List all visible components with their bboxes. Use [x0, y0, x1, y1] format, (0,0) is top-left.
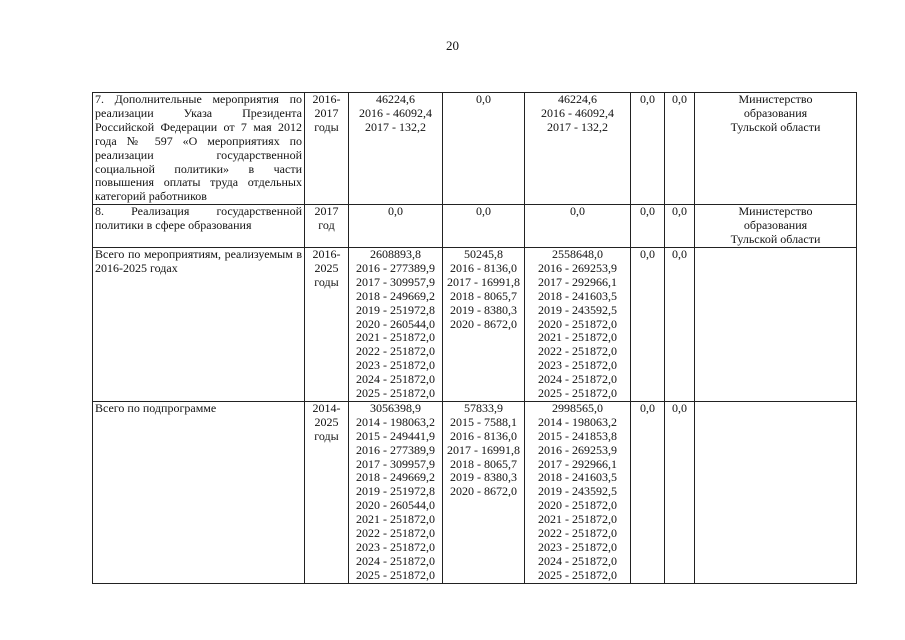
col6-value-cell: 0,0 — [631, 205, 665, 248]
col7-value-cell: 0,0 — [665, 401, 695, 583]
funding-line: 2017 - 132,2 — [547, 119, 608, 134]
executor-cell — [695, 205, 857, 248]
funding-line: 2020 - 260544,0 — [356, 316, 435, 331]
term-line: 2017 — [314, 204, 339, 219]
col6-value-cell: 0,0 — [631, 247, 665, 401]
funding-line: 2015 - 7588,1 — [450, 414, 517, 429]
funding-line: 2014 - 198063,2 — [356, 414, 435, 429]
funding-line: 2022 - 251872,0 — [356, 344, 435, 359]
funding-line: 2021 - 251872,0 — [356, 330, 435, 345]
term-line: 2016- — [312, 247, 341, 261]
term-cell — [305, 205, 349, 248]
funding-line: 2016 - 46092,4 — [359, 105, 432, 120]
measure-name-cell: 8. Реализация государственной политики в сфере образования — [93, 205, 305, 248]
funding-line: 2017 - 292966,1 — [538, 274, 617, 289]
term-line: 2025 — [314, 260, 339, 275]
funding-line: 2025 - 251872,0 — [356, 567, 435, 582]
funding-line: 3056398,9 — [370, 401, 421, 415]
table-row-measure-7 — [93, 93, 857, 205]
col6-value-cell: 0,0 — [631, 93, 665, 205]
term-line: 2017 — [314, 105, 339, 120]
total-funding-cell — [349, 205, 443, 248]
federal-funding-cell — [443, 401, 525, 583]
funding-line: 2021 - 251872,0 — [538, 330, 617, 345]
executor-cell — [695, 247, 857, 401]
funding-line: 2014 - 198063,2 — [538, 414, 617, 429]
funding-line: 2018 - 8065,7 — [450, 456, 517, 471]
funding-line: 2020 - 8672,0 — [450, 484, 517, 499]
funding-line: 2022 - 251872,0 — [538, 526, 617, 541]
executor-cell — [695, 401, 857, 583]
total-funding-cell — [349, 247, 443, 401]
funding-line: 2020 - 8672,0 — [450, 316, 517, 331]
funding-line: 2024 - 251872,0 — [356, 372, 435, 387]
funding-line: 2558648,0 — [552, 247, 603, 261]
executor-line: Министерство — [738, 204, 813, 219]
regional-funding-cell — [525, 205, 631, 248]
funding-line: 2017 - 132,2 — [365, 119, 426, 134]
funding-line: 2019 - 251972,8 — [356, 302, 435, 317]
funding-line: 2016 - 46092,4 — [541, 105, 614, 120]
funding-line: 2019 - 251972,8 — [356, 484, 435, 499]
funding-line: 2021 - 251872,0 — [356, 512, 435, 527]
funding-line: 0,0 — [570, 204, 585, 219]
funding-line: 2022 - 251872,0 — [356, 526, 435, 541]
term-line: 2025 — [314, 414, 339, 429]
federal-funding-cell — [443, 205, 525, 248]
executor-line: образования — [743, 105, 808, 120]
page-number: 20 — [446, 38, 459, 53]
federal-funding-cell — [443, 247, 525, 401]
funding-line: 2016 - 8136,0 — [450, 260, 517, 275]
funding-line: 2019 - 8380,3 — [450, 302, 517, 317]
term-line: год — [318, 218, 335, 233]
total-funding-cell — [349, 401, 443, 583]
funding-line: 2016 - 269253,9 — [538, 442, 617, 457]
funding-line: 2025 - 251872,0 — [538, 386, 617, 401]
funding-line: 2024 - 251872,0 — [538, 372, 617, 387]
funding-line: 2019 - 243592,5 — [538, 302, 617, 317]
total-funding-cell — [349, 93, 443, 205]
regional-funding-cell — [525, 247, 631, 401]
executor-line: образования — [743, 218, 808, 233]
funding-line: 2022 - 251872,0 — [538, 344, 617, 359]
funding-line: 2018 - 241603,5 — [538, 288, 617, 303]
regional-funding-cell — [525, 93, 631, 205]
funding-line: 2021 - 251872,0 — [538, 512, 617, 527]
funding-line: 2023 - 251872,0 — [538, 540, 617, 554]
funding-line: 2017 - 309957,9 — [356, 274, 435, 289]
funding-line: 50245,8 — [464, 247, 503, 261]
funding-line: 2015 - 241853,8 — [538, 428, 617, 443]
measure-name-cell: Всего по мероприятиям, реализуемым в 2016-2025 годах — [93, 247, 305, 401]
funding-line: 2023 - 251872,0 — [356, 358, 435, 373]
table-row-total-2016-2025 — [93, 247, 857, 401]
funding-line: 0,0 — [388, 204, 403, 219]
funding-line: 2019 - 243592,5 — [538, 484, 617, 499]
term-cell — [305, 401, 349, 583]
term-line: годы — [314, 428, 339, 443]
funding-line: 2019 - 8380,3 — [450, 470, 517, 485]
funding-line: 2998565,0 — [552, 401, 603, 415]
funding-line: 2017 - 16991,8 — [447, 442, 520, 457]
measure-name-cell: Всего по подпрограмме — [93, 401, 305, 583]
funding-line: 2024 - 251872,0 — [356, 553, 435, 568]
funding-line: 0,0 — [476, 204, 491, 219]
budget-table — [92, 92, 857, 584]
funding-line: 2023 - 251872,0 — [356, 540, 435, 554]
funding-line: 2017 - 309957,9 — [356, 456, 435, 471]
funding-line: 2016 - 8136,0 — [450, 428, 517, 443]
term-line: 2014- — [312, 401, 341, 415]
funding-line: 46224,6 — [558, 92, 597, 106]
executor-line: Тульской области — [730, 232, 821, 247]
funding-line: 2015 - 249441,9 — [356, 428, 435, 443]
col7-value-cell: 0,0 — [665, 205, 695, 248]
col6-value-cell: 0,0 — [631, 401, 665, 583]
term-cell — [305, 93, 349, 205]
regional-funding-cell — [525, 401, 631, 583]
executor-cell — [695, 93, 857, 205]
funding-line: 2016 - 277389,9 — [356, 260, 435, 275]
table-row-measure-8 — [93, 205, 857, 248]
funding-line: 2023 - 251872,0 — [538, 358, 617, 373]
funding-line: 2017 - 16991,8 — [447, 274, 520, 289]
funding-line: 2020 - 260544,0 — [356, 498, 435, 513]
funding-line: 2020 - 251872,0 — [538, 498, 617, 513]
federal-funding-cell — [443, 93, 525, 205]
term-line: 2016- — [312, 92, 341, 106]
table-row-total-subprogram — [93, 401, 857, 583]
funding-line: 2018 - 241603,5 — [538, 470, 617, 485]
funding-line: 2017 - 292966,1 — [538, 456, 617, 471]
col7-value-cell: 0,0 — [665, 247, 695, 401]
funding-line: 2025 - 251872,0 — [356, 386, 435, 401]
funding-line: 2020 - 251872,0 — [538, 316, 617, 331]
funding-line: 46224,6 — [376, 92, 415, 106]
funding-line: 2018 - 8065,7 — [450, 288, 517, 303]
measure-name-cell: 7. Дополнительные мероприятия по реализации Указа Президента Российской Федерации от 7 мая 2012 года № 597 «О мероприятиях по реализации государственной социальной политики» в части повышения оплаты труда отдельных категорий работников — [93, 93, 305, 205]
term-cell — [305, 247, 349, 401]
funding-line: 0,0 — [476, 92, 491, 106]
executor-line: Тульской области — [730, 119, 821, 134]
term-line: годы — [314, 274, 339, 289]
col7-value-cell: 0,0 — [665, 93, 695, 205]
funding-line: 57833,9 — [464, 401, 503, 415]
funding-line: 2018 - 249669,2 — [356, 470, 435, 485]
funding-line: 2016 - 277389,9 — [356, 442, 435, 457]
funding-line: 2024 - 251872,0 — [538, 553, 617, 568]
funding-line: 2608893,8 — [370, 247, 421, 261]
term-line: годы — [314, 119, 339, 134]
funding-line: 2025 - 251872,0 — [538, 567, 617, 582]
funding-line: 2016 - 269253,9 — [538, 260, 617, 275]
executor-line: Министерство — [738, 92, 813, 106]
funding-line: 2018 - 249669,2 — [356, 288, 435, 303]
